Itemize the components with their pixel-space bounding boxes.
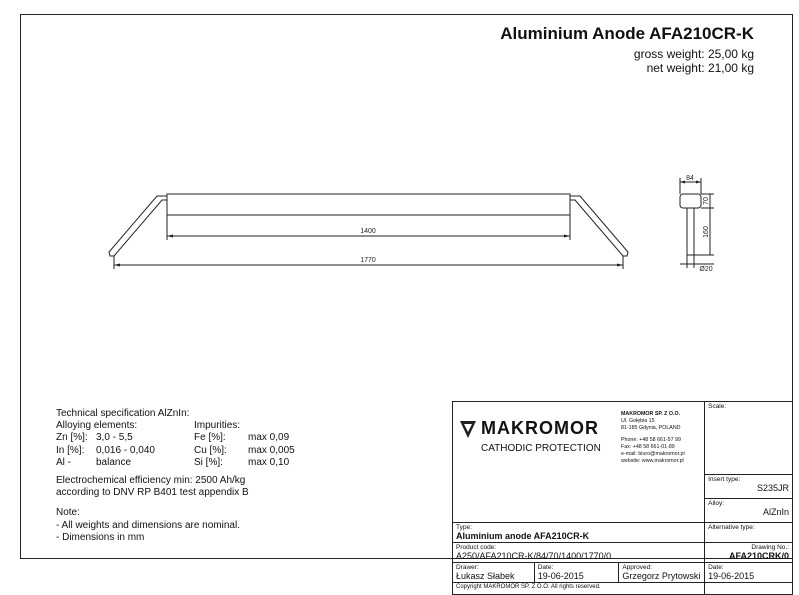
product-code-cell: Product code: A250/AFA210CR-K/84/70/1400/1770/0 — [453, 543, 705, 563]
gross-weight: gross weight: 25,00 kg — [633, 47, 754, 61]
spec-row: Zn [%]: 3,0 - 5,5 Fe [%]: max 0,09 — [56, 432, 290, 444]
anode-body — [167, 194, 570, 215]
side-view-head — [680, 194, 701, 208]
net-weight: net weight: 21,00 kg — [646, 61, 754, 75]
impurities-heading: Impurities: — [194, 420, 241, 432]
alloying-heading: Alloying elements: — [56, 420, 138, 432]
spec-row: In [%]: 0,016 - 0,040 Cu [%]: max 0,005 — [56, 444, 295, 456]
insert-type-cell: Insert type: S235JR — [705, 475, 793, 499]
note-heading: Note: — [56, 507, 80, 519]
dim-label-1400: 1400 — [360, 228, 376, 235]
dim-label-diameter: Ø20 — [699, 266, 713, 273]
efficiency-line-1: Electrochemical efficiency min: 2500 Ah/kg — [56, 474, 246, 486]
type-cell: Type: Aluminium anode AFA210CR-K — [453, 523, 705, 543]
spec-heading: Technical specification AlZnIn: — [56, 408, 190, 419]
dim-label-1770: 1770 — [360, 257, 376, 264]
drawer-date-cell: Date: 19-06-2015 — [534, 563, 619, 583]
alloy-cell: Alloy: AlZnIn — [705, 499, 793, 523]
drawing-number-cell: Drawing No.: AFA210CRK/0 — [705, 543, 793, 563]
company-subtitle: CATHODIC PROTECTION — [481, 443, 601, 454]
note-2: - Dimensions in mm — [56, 531, 145, 543]
company-name: MAKROMOR — [481, 418, 599, 438]
makromor-logo-icon — [459, 419, 477, 439]
scale-cell: Scale: — [705, 402, 793, 475]
spec-row: Al - balance Si [%]: max 0,10 — [56, 456, 290, 468]
dim-label-160: 160 — [703, 226, 710, 238]
right-leg — [570, 196, 628, 256]
note-1: - All weights and dimensions are nominal. — [56, 519, 240, 531]
copyright: Copyright MAKROMOR SP. Z O.O. All rights reserved. — [453, 583, 705, 595]
alternative-type-cell: Alternative type: — [705, 523, 793, 543]
drawing-title: Aluminium Anode AFA210CR-K — [500, 24, 754, 43]
efficiency-line-2: according to DNV RP B401 test appendix B — [56, 487, 249, 499]
company-logo-block — [453, 402, 705, 523]
approved-cell: Approved: Grzegorz Prytowski — [619, 563, 705, 583]
title-block — [452, 401, 793, 595]
left-leg — [109, 196, 167, 256]
drawer-cell: Drawer: Łukasz Słabek — [453, 563, 535, 583]
company-address: MAKROMOR SP. Z O.O. Ul. Gołębia 15 81-185 Gdynia, POLAND Phone: +48 58 661-57 99 Fax: +48 58 661-01-89 e-mail: biuro@makromor.pl website: www.makromor.pl — [621, 411, 685, 464]
approved-date-cell: Date: 19-06-2015 — [705, 563, 793, 583]
dim-label-84: 84 — [686, 175, 694, 182]
technical-specification — [56, 408, 436, 544]
dim-label-70: 70 — [703, 197, 710, 205]
